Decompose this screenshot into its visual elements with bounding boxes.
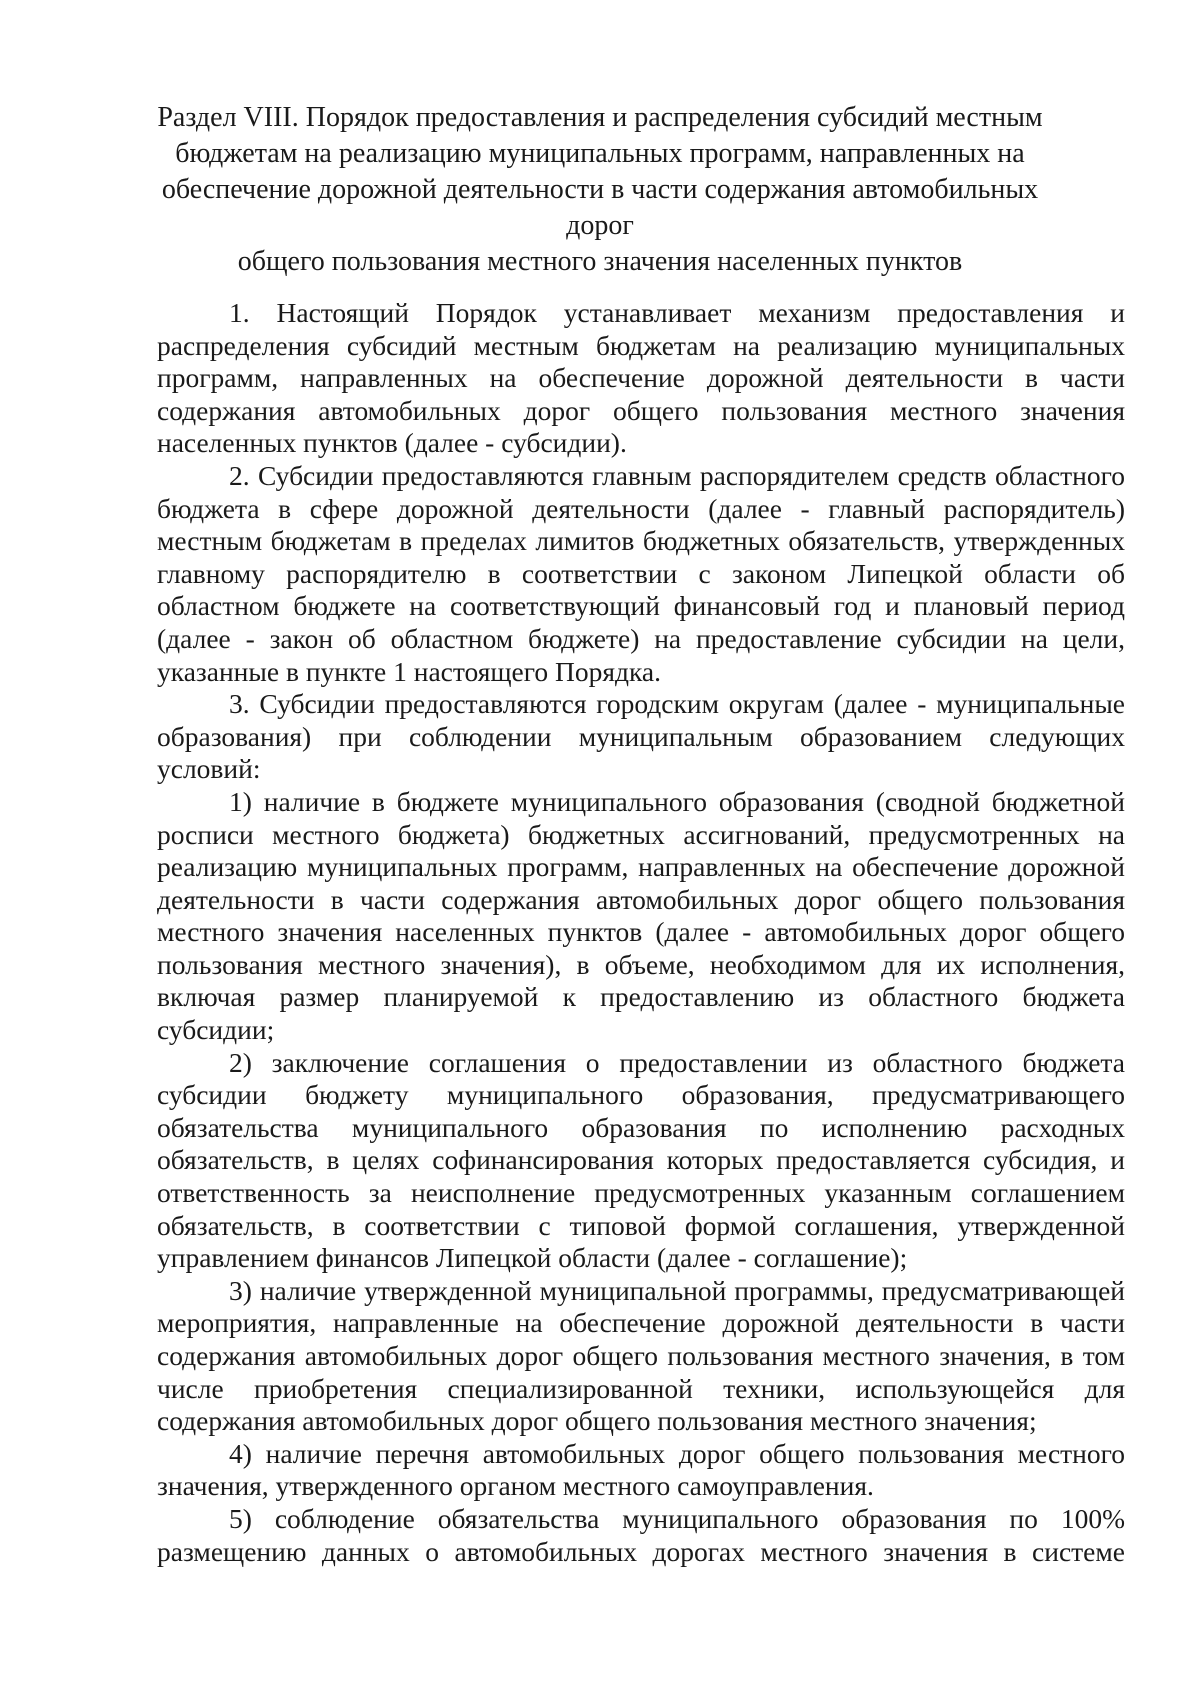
section-title-line: бюджетам на реализацию муниципальных программ, направленных на — [175, 138, 1025, 169]
condition-3: 3) наличие утвержденной муниципальной программы, предусматривающей мероприятия, направленные на обеспечение дорожной деятельности в части содержания автомобильных дорог общего пользования местного значения, в том числе приобретения специализированной техники, использующейся для содержания автомобильных дорог общего пользования местного значения; — [157, 1274, 1125, 1437]
paragraph-1: 1. Настоящий Порядок устанавливает механизм предоставления и распределения субсидий местным бюджетам на реализацию муниципальных программ, направленных на обеспечение дорожной деятельности в части содержания автомобильных дорог общего пользования местного значения населенных пунктов (далее - субсидии). — [157, 297, 1125, 459]
document-body — [157, 297, 1125, 1568]
condition-4: 4) наличие перечня автомобильных дорог общего пользования местного значения, утвержденного органом местного самоуправления. — [157, 1437, 1125, 1502]
condition-5: 5) соблюдение обязательства муниципального образования по 100% размещению данных о автомобильных дорогах местного значения в системе — [157, 1502, 1125, 1567]
paragraph-2: 2. Субсидии предоставляются главным распорядителем средств областного бюджета в сфере дорожной деятельности (далее - главный распорядитель) местным бюджетам в пределах лимитов бюджетных обязательств, утвержденных главному распорядителю в соответствии с законом Липецкой области об областном бюджете на соответствующий финансовый год и плановый период (далее - закон об областном бюджете) на предоставление субсидии на цели, указанные в пункте 1 настоящего Порядка. — [157, 459, 1125, 687]
section-title-line: обеспечение дорожной деятельности в части содержания автомобильных дорог — [161, 174, 1039, 241]
paragraph-3: 3. Субсидии предоставляются городским округам (далее - муниципальные образования) при соблюдении муниципальным образованием следующих условий: — [157, 688, 1125, 785]
section-title-line: общего пользования местного значения населенных пунктов — [237, 246, 963, 277]
condition-2: 2) заключение соглашения о предоставлении из областного бюджета субсидии бюджету муниципального образования, предусматривающего обязательства муниципального образования по исполнению расходных обязательств, в целях софинансирования которых предоставляется субсидия, и ответственность за неисполнение предусмотренных указанным соглашением обязательств, в соответствии с типовой формой соглашения, утвержденной управлением финансов Липецкой области (далее - соглашение); — [157, 1046, 1125, 1274]
section-title — [150, 100, 1050, 280]
condition-1: 1) наличие в бюджете муниципального образования (сводной бюджетной росписи местного бюджета) бюджетных ассигнований, предусмотренных на реализацию муниципальных программ, направленных на обеспечение дорожной деятельности в части содержания автомобильных дорог общего пользования местного значения населенных пунктов (далее - автомобильных дорог общего пользования местного значения), в объеме, необходимом для их исполнения, включая размер планируемой к предоставлению из областного бюджета субсидии; — [157, 785, 1125, 1046]
section-title-line: Раздел VIII. Порядок предоставления и распределения субсидий местным — [157, 102, 1043, 133]
